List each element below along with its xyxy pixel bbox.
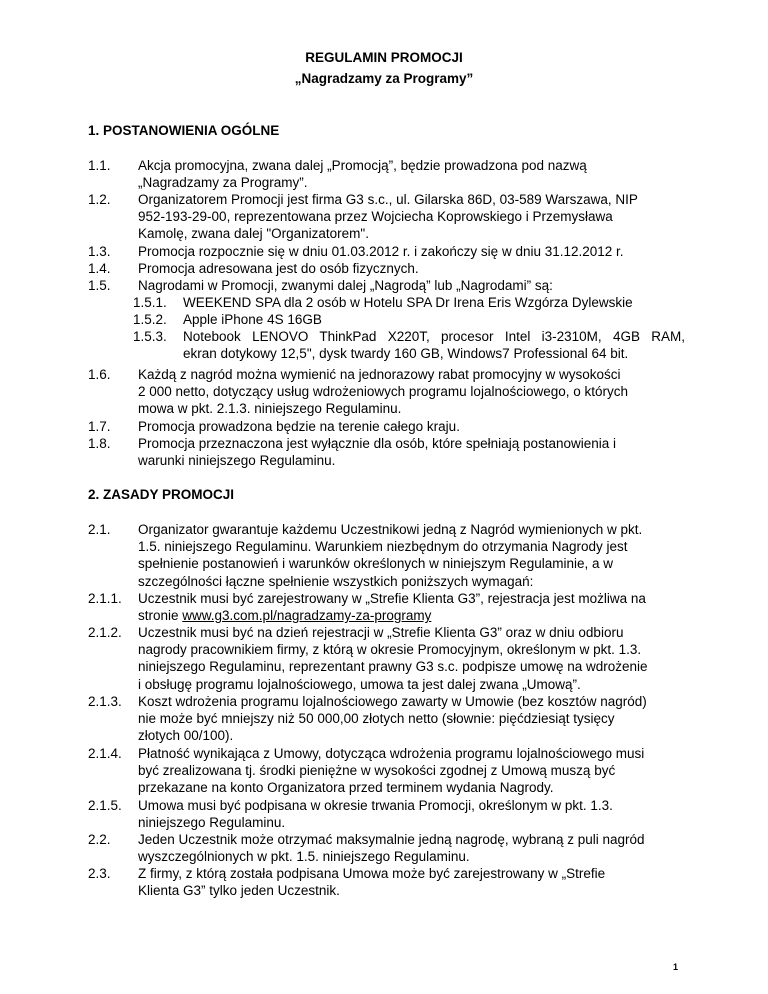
clause-text: Z firmy, z którą została podpisana Umowa może być zarejestrowany w „Strefie Klienta G3” tylko jeden Uczestnik. — [138, 866, 606, 899]
subclause-text: Apple iPhone 4S 16GB — [183, 312, 322, 327]
clause-number: 2.1.2. — [88, 625, 122, 640]
clause-number: 2.1.4. — [88, 746, 122, 761]
subclause-text-line: Notebook LENOVO ThinkPad X220T, procesor Intel i3-2310M, 4GB RAM, — [183, 329, 685, 344]
clause-text: Umowa musi być podpisana w okresie trwania Promocji, określonym w pkt. 1.3. niniejszego Regulaminu. — [138, 798, 613, 831]
clause-text: Koszt wdrożenia programu lojalnościowego zawarty w Umowie (bez kosztów nagród) nie może być mniejszy niż 50 000,00 złotych netto (słownie: pięćdziesiąt tysięcy złotych 00/100). — [138, 694, 647, 744]
clause-text: Jeden Uczestnik może otrzymać maksymalnie jedną nagrodę, wybraną z puli nagród wyszczególnionych w pkt. 1.5. niniejszego Regulaminu. — [138, 832, 645, 865]
clause-text: Organizatorem Promocji jest firma G3 s.c., ul. Gilarska 86D, 03-589 Warszawa, NIP 952-193-29-00, reprezentowana przez Wojciecha Koprowskiego i Przemysława Kamolę, zwana dalej "Organizatorem". — [138, 192, 638, 242]
clause-number: 2.1.5. — [88, 798, 122, 813]
clause-number: 1.1. — [88, 158, 111, 173]
subclause-text-line: ekran dotykowy 12,5", dysk twardy 160 GB, Windows7 Professional 64 bit. — [183, 346, 629, 362]
clause-number: 2.1.3. — [88, 694, 122, 709]
clause-text: Promocja rozpocznie się w dniu 01.03.2012 r. i zakończy się w dniu 31.12.2012 r. — [138, 244, 624, 259]
document-subtitle: „Nagradzamy za Programy” — [294, 71, 474, 86]
clause-number: 1.7. — [88, 419, 111, 434]
clause-number: 1.4. — [88, 261, 111, 276]
clause-text: Promocja prowadzona będzie na terenie całego kraju. — [138, 419, 460, 434]
subclause-number: 1.5.2. — [133, 312, 167, 327]
clause-number: 2.1.1. — [88, 591, 122, 606]
subclause-number: 1.5.1. — [133, 295, 167, 310]
clause-number: 1.8. — [88, 436, 111, 451]
page-number: 1 — [673, 962, 679, 972]
section-heading-1: 1. POSTANOWIENIA OGÓLNE — [88, 123, 280, 138]
clause-number: 2.1. — [88, 522, 111, 537]
clause-text: Promocja przeznaczona jest wyłącznie dla osób, które spełniają postanowienia i warunki niniejszego Regulaminu. — [138, 436, 617, 469]
clause-text: Płatność wynikająca z Umowy, dotycząca wdrożenia programu lojalnościowego musi być zrealizowana tj. środki pieniężne w wysokości zgodnej z Umową muszą być przekazane na konto Organizatora przed terminem wydania Nagrody. — [138, 746, 645, 796]
clause-number: 1.5. — [88, 278, 111, 293]
clause-number: 2.2. — [88, 832, 111, 847]
subclause-text — [183, 328, 685, 362]
clause-text-line: Uczestnik musi być zarejestrowany w „Strefie Klienta G3”, rejestracja jest możliwa na — [138, 591, 646, 606]
clause-text: Każdą z nagród można wymienić na jednorazowy rabat promocyjny w wysokości 2 000 netto, dotyczący usług wdrożeniowych programu lojalnościowego, o których mowa w pkt. 2.1.3. niniejszego Regulaminu. — [138, 367, 629, 417]
clause-number: 1.6. — [88, 367, 111, 382]
document-title: REGULAMIN PROMOCJI — [305, 50, 463, 65]
clause-text: Uczestnik musi być na dzień rejestracji w „Strefie Klienta G3” oraz w dniu odbioru nagrody pracownikiem firmy, z którą w okresie Promocyjnym, określonym w pkt. 1.3. niniejszego Regulaminu, reprezentant prawny G3 s.c. podpisze umowę na wdrożenie i obsługę programu lojalnościowego, umowa ta jest dalej zwana „Umową”. — [138, 625, 648, 692]
section-heading-2: 2. ZASADY PROMOCJI — [88, 487, 235, 502]
clause-number: 1.2. — [88, 192, 111, 207]
clause-text: Promocja adresowana jest do osób fizycznych. — [138, 261, 419, 276]
clause-text — [138, 590, 680, 624]
clause-number: 1.3. — [88, 244, 111, 259]
promotion-link[interactable]: www.g3.com.pl/nagradzamy-za-programy — [182, 608, 432, 624]
clause-text-prefix: stronie — [138, 608, 183, 624]
clause-text: Organizator gwarantuje każdemu Uczestnikowi jedną z Nagród wymienionych w pkt. 1.5. niniejszego Regulaminu. Warunkiem niezbędnym do otrzymania Nagrody jest spełnienie postanowień i warunków określonych w niniejszym Regulaminie, a w szczególności łączne spełnienie wszystkich poniższych wymagań: — [138, 522, 643, 589]
clause-text-line — [138, 607, 680, 624]
clause-text: Nagrodami w Promocji, zwanymi dalej „Nagrodą” lub „Nagrodami” są: — [138, 278, 553, 293]
subclause-text: WEEKEND SPA dla 2 osób w Hotelu SPA Dr Irena Eris Wzgórza Dylewskie — [183, 295, 633, 310]
clause-number: 2.3. — [88, 866, 111, 881]
clause-text: Akcja promocyjna, zwana dalej „Promocją”, będzie prowadzona pod nazwą „Nagradzamy za Programy”. — [138, 158, 587, 191]
subclause-number: 1.5.3. — [133, 329, 167, 344]
